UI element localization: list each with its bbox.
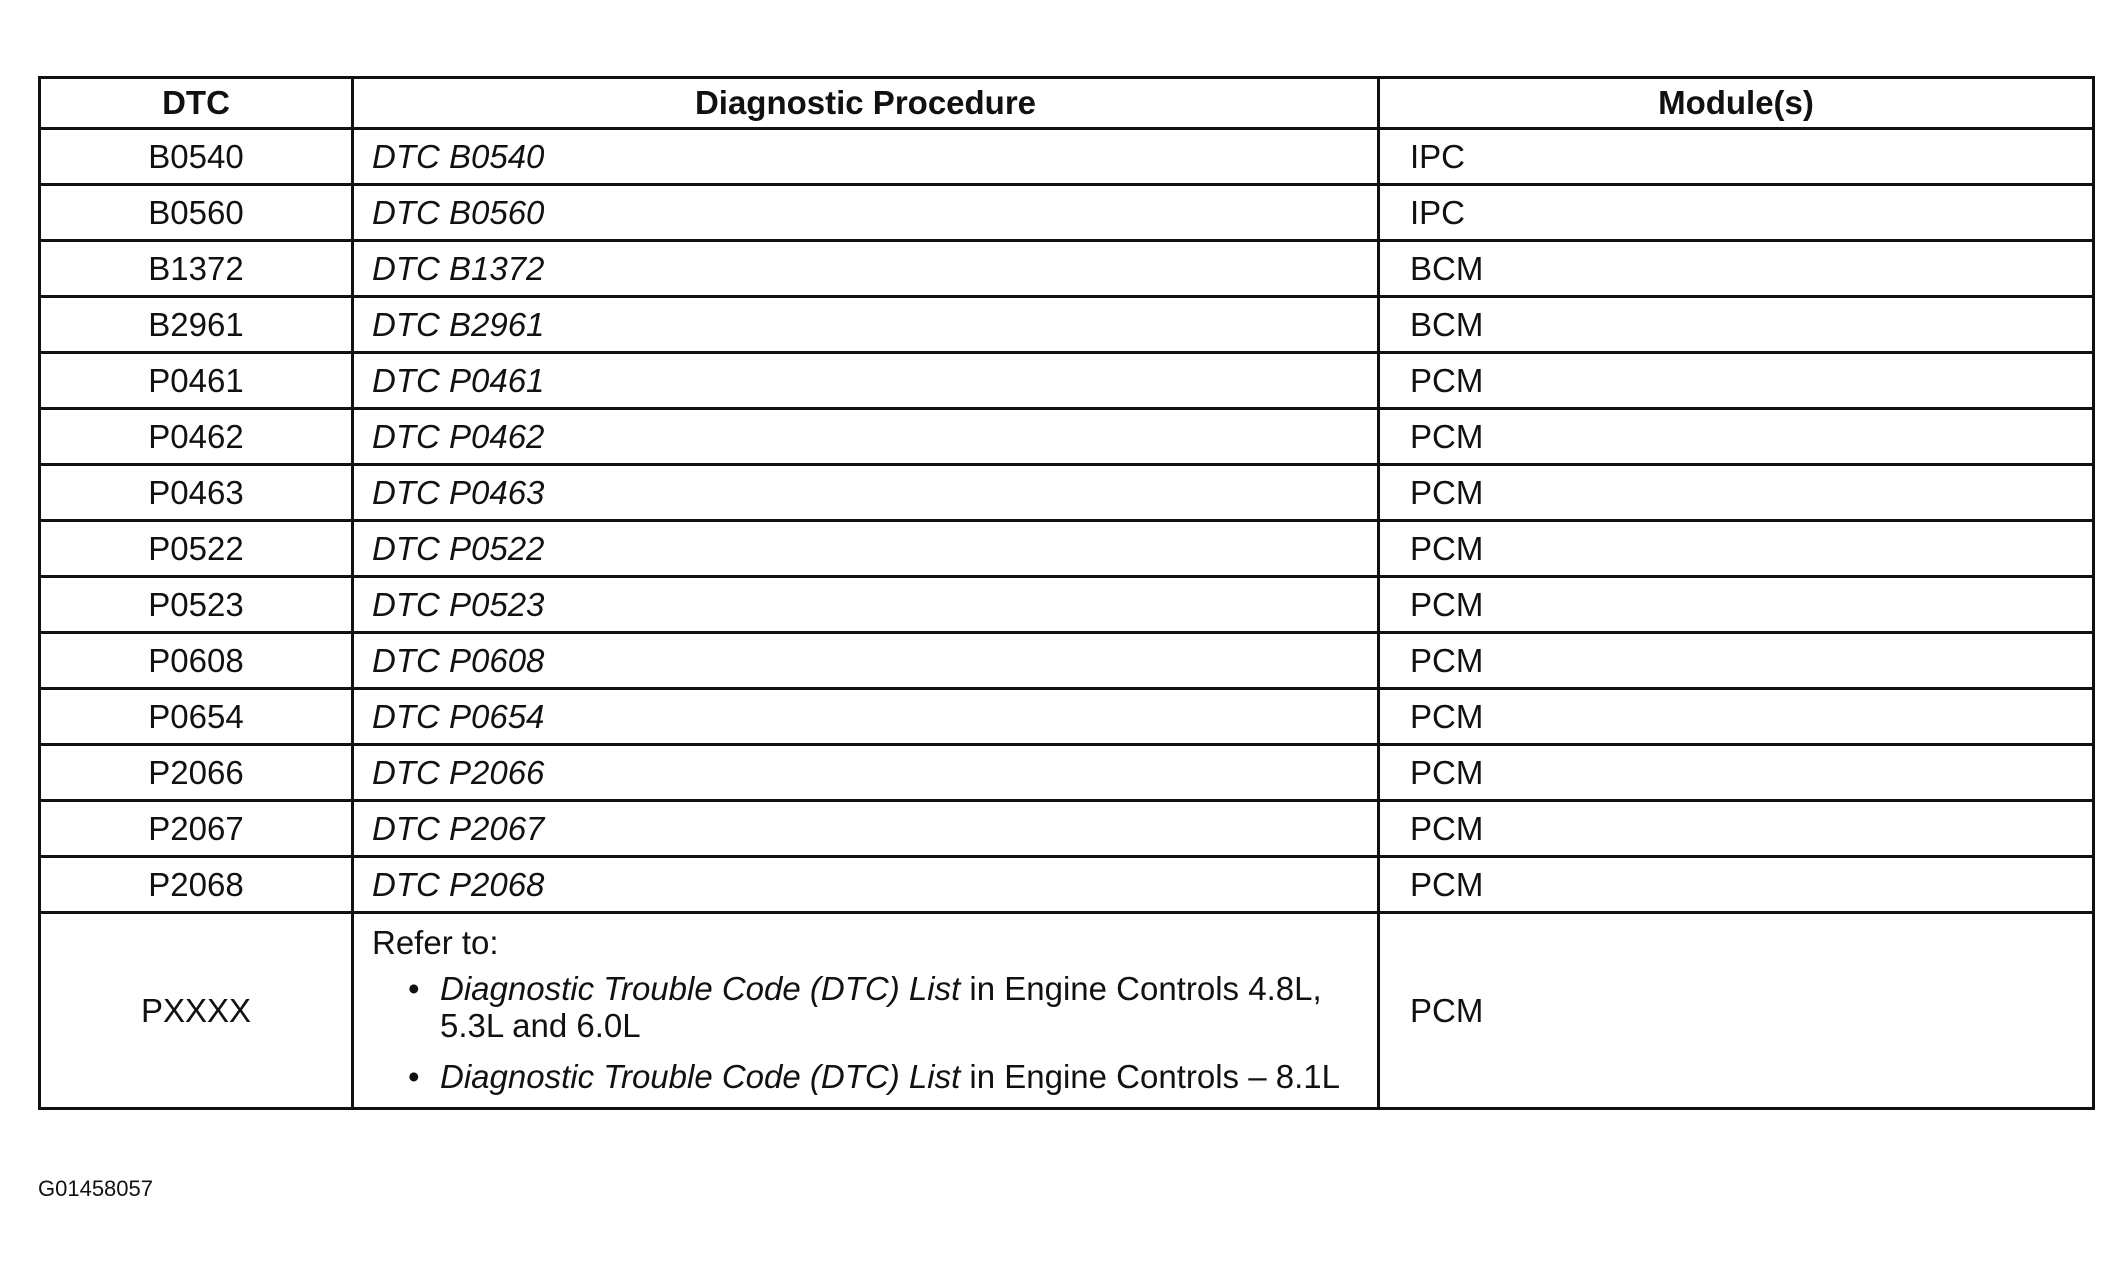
reference-suffix: in Engine Controls 4.8L, 5.3L and 6.0L xyxy=(440,970,1322,1044)
module-cell: BCM xyxy=(1379,241,2094,297)
table-row xyxy=(40,297,2094,353)
procedure-link-cell[interactable]: DTC B2961 xyxy=(353,297,1379,353)
dtc-table xyxy=(38,76,2095,1110)
procedure-link-cell[interactable]: DTC P2067 xyxy=(353,801,1379,857)
reference-link[interactable]: Diagnostic Trouble Code (DTC) List xyxy=(440,1058,961,1095)
table-body xyxy=(40,129,2094,1109)
module-cell: PCM xyxy=(1379,633,2094,689)
dtc-code-cell: P0654 xyxy=(40,689,353,745)
procedure-link-cell[interactable]: DTC P2068 xyxy=(353,857,1379,913)
table-row xyxy=(40,353,2094,409)
module-cell: PCM xyxy=(1379,745,2094,801)
reference-item-engine-controls-8-1l xyxy=(372,1058,1359,1095)
dtc-code-cell: P0461 xyxy=(40,353,353,409)
module-cell: PCM xyxy=(1379,689,2094,745)
bullet-icon: • xyxy=(408,1058,420,1095)
procedure-link-cell[interactable]: DTC P0654 xyxy=(353,689,1379,745)
procedure-link-cell[interactable]: DTC P0523 xyxy=(353,577,1379,633)
table-row xyxy=(40,185,2094,241)
header-dtc: DTC xyxy=(40,78,353,129)
procedure-link-cell[interactable]: DTC P0522 xyxy=(353,521,1379,577)
module-cell: PCM xyxy=(1379,577,2094,633)
dtc-code-cell: B0540 xyxy=(40,129,353,185)
reference-item-engine-controls-4-8l xyxy=(372,970,1359,1044)
module-cell: IPC xyxy=(1379,185,2094,241)
procedure-link-cell[interactable]: DTC P0462 xyxy=(353,409,1379,465)
procedure-link-cell[interactable]: DTC B0560 xyxy=(353,185,1379,241)
dtc-code-cell: P2067 xyxy=(40,801,353,857)
dtc-code-cell: P0462 xyxy=(40,409,353,465)
table-row xyxy=(40,689,2094,745)
procedure-link-cell[interactable]: DTC P0463 xyxy=(353,465,1379,521)
dtc-code-cell: P2066 xyxy=(40,745,353,801)
module-cell: PCM xyxy=(1379,857,2094,913)
table-row xyxy=(40,577,2094,633)
table-row xyxy=(40,521,2094,577)
table-row xyxy=(40,745,2094,801)
bullet-icon: • xyxy=(408,970,420,1007)
header-diagnostic-procedure: Diagnostic Procedure xyxy=(353,78,1379,129)
table-row-pxxxx xyxy=(40,913,2094,1109)
module-cell: PCM xyxy=(1379,409,2094,465)
refer-to-label: Refer to: xyxy=(372,924,499,961)
reference-link[interactable]: Diagnostic Trouble Code (DTC) List xyxy=(440,970,961,1007)
table-row xyxy=(40,857,2094,913)
dtc-code-cell: B2961 xyxy=(40,297,353,353)
dtc-code-cell: P0463 xyxy=(40,465,353,521)
table-row xyxy=(40,241,2094,297)
dtc-code-cell: P2068 xyxy=(40,857,353,913)
dtc-code-cell: P0523 xyxy=(40,577,353,633)
dtc-code-cell: B1372 xyxy=(40,241,353,297)
table-row xyxy=(40,633,2094,689)
module-cell: PCM xyxy=(1379,353,2094,409)
table-row xyxy=(40,465,2094,521)
dtc-code-cell: P0522 xyxy=(40,521,353,577)
dtc-code-cell: PXXXX xyxy=(40,913,353,1109)
table-row xyxy=(40,801,2094,857)
module-cell: PCM xyxy=(1379,801,2094,857)
procedure-link-cell[interactable]: DTC P0608 xyxy=(353,633,1379,689)
table-header-row xyxy=(40,78,2094,129)
reference-suffix: in Engine Controls – 8.1L xyxy=(960,1058,1340,1095)
dtc-code-cell: P0608 xyxy=(40,633,353,689)
dtc-code-cell: B0560 xyxy=(40,185,353,241)
procedure-link-cell[interactable]: DTC B0540 xyxy=(353,129,1379,185)
refer-to-cell xyxy=(353,913,1379,1109)
module-cell: PCM xyxy=(1379,913,2094,1109)
reference-list xyxy=(372,970,1359,1095)
table-row xyxy=(40,129,2094,185)
header-modules: Module(s) xyxy=(1379,78,2094,129)
module-cell: BCM xyxy=(1379,297,2094,353)
procedure-link-cell[interactable]: DTC B1372 xyxy=(353,241,1379,297)
figure-id: G01458057 xyxy=(38,1176,153,1201)
procedure-link-cell[interactable]: DTC P2066 xyxy=(353,745,1379,801)
module-cell: PCM xyxy=(1379,465,2094,521)
table-row xyxy=(40,409,2094,465)
module-cell: PCM xyxy=(1379,521,2094,577)
procedure-link-cell[interactable]: DTC P0461 xyxy=(353,353,1379,409)
module-cell: IPC xyxy=(1379,129,2094,185)
